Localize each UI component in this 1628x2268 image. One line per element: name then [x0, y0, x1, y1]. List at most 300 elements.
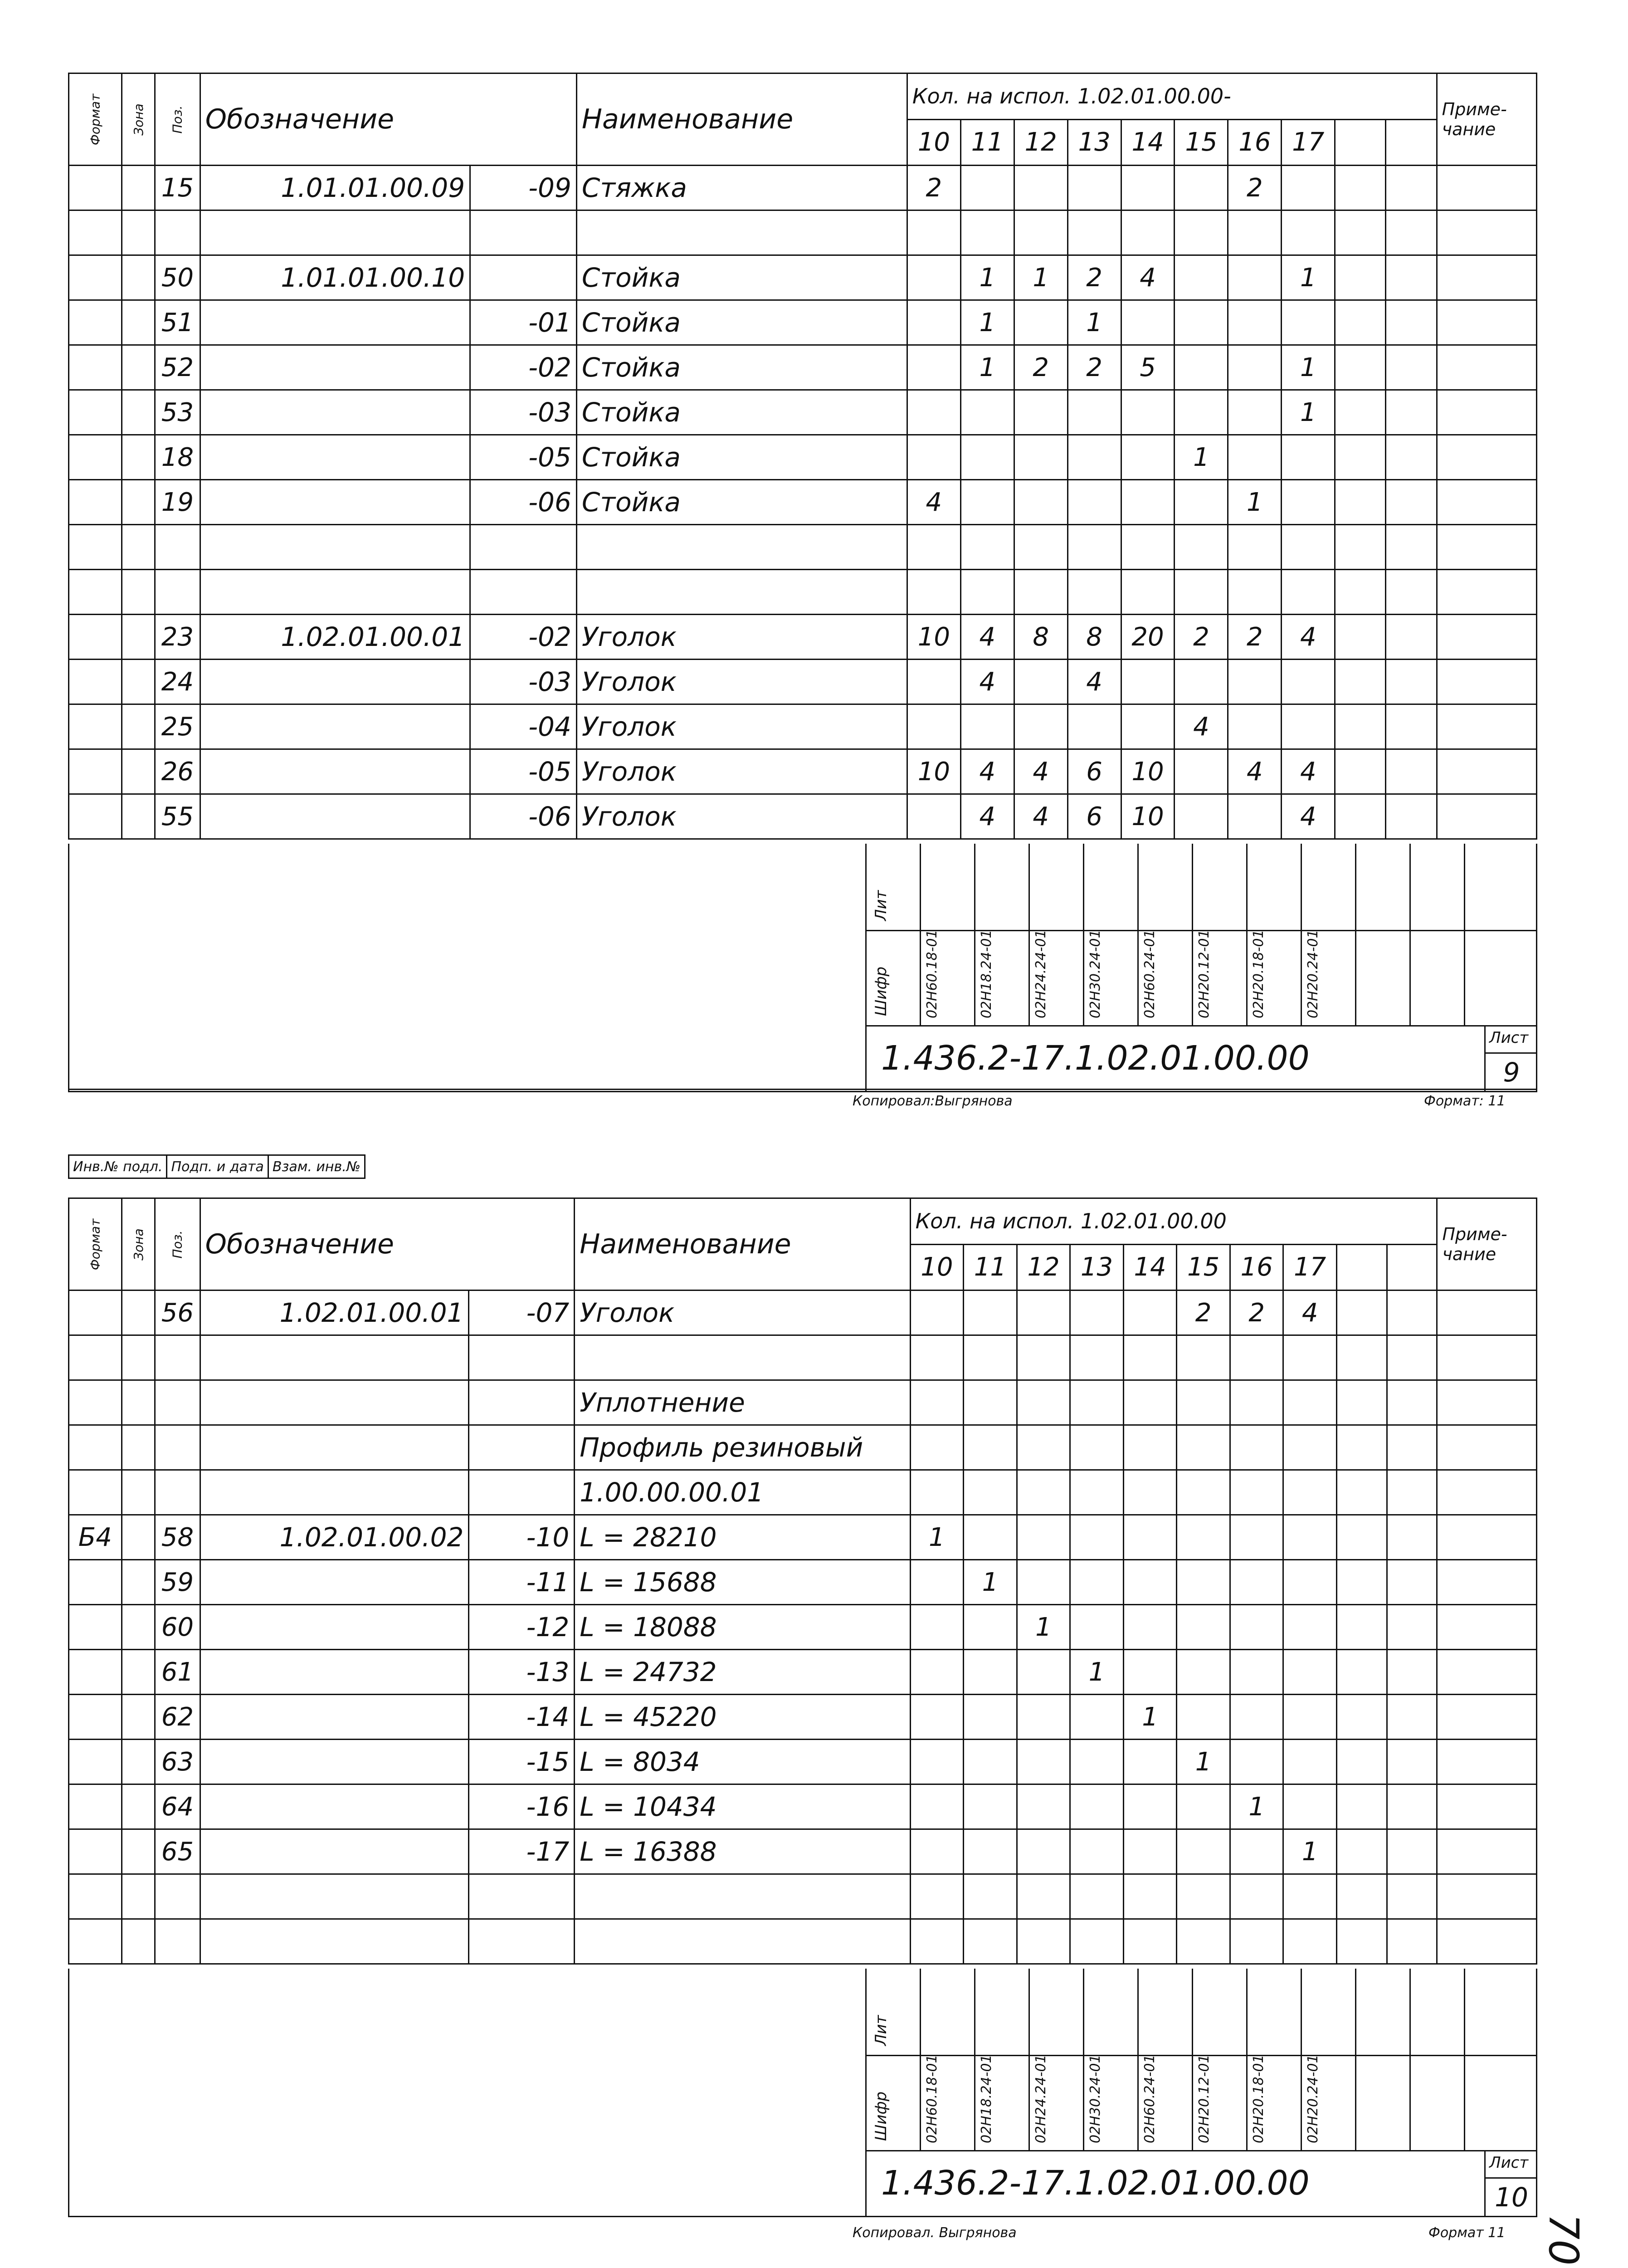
- designation-suffix-cell: [469, 1425, 575, 1470]
- spec-row: [69, 1560, 1537, 1605]
- name-cell: Уголок: [576, 794, 907, 839]
- sheet-label: Лист: [1489, 1029, 1529, 1047]
- note-cell: [1437, 435, 1536, 480]
- quantity-cell: [1121, 210, 1175, 255]
- quantity-cell: [1336, 1605, 1387, 1650]
- designation-cell: [200, 1874, 469, 1919]
- designation-suffix-cell: -13: [469, 1650, 575, 1695]
- note-cell: [1437, 1829, 1537, 1874]
- quantity-cell: [1175, 390, 1228, 435]
- quantity-cell: [1335, 255, 1386, 300]
- zone-cell: [122, 704, 155, 749]
- quantity-cell: [1123, 1425, 1177, 1470]
- quantity-cell: [1177, 1560, 1230, 1605]
- stamp-column-line: [1409, 844, 1411, 1025]
- quantity-cell: [1067, 390, 1121, 435]
- zone-cell: [122, 1335, 155, 1380]
- note-cell: [1437, 615, 1536, 660]
- quantity-cell: [1121, 570, 1175, 615]
- quantity-cell: [1017, 1695, 1070, 1740]
- format-cell: [69, 1605, 122, 1650]
- variant-header: 11: [964, 1244, 1017, 1290]
- quantity-cell: [1335, 749, 1386, 794]
- header-zone: Зона: [122, 1198, 155, 1290]
- quantity-cell: [1282, 435, 1335, 480]
- variant-header: 15: [1175, 119, 1228, 166]
- quantity-cell: [964, 1470, 1017, 1515]
- quantity-cell: [1175, 749, 1228, 794]
- position-cell: [155, 525, 200, 570]
- designation-cell: 1.02.01.00.01: [200, 615, 470, 660]
- variant-header: [1335, 119, 1386, 166]
- quantity-cell: [1014, 704, 1067, 749]
- quantity-cell: 1: [1230, 1784, 1283, 1829]
- position-cell: [155, 570, 200, 615]
- variant-header: [1336, 1244, 1387, 1290]
- quantity-cell: [1175, 300, 1228, 345]
- quantity-cell: [1387, 1560, 1437, 1605]
- format-cell: [69, 390, 122, 435]
- quantity-cell: [1123, 1874, 1177, 1919]
- format-cell: [69, 615, 122, 660]
- stamp-column-line: [1301, 1969, 1302, 2150]
- stamp-column-line: [1192, 1969, 1193, 2150]
- quantity-cell: 1: [960, 345, 1014, 390]
- quantity-cell: 1: [1014, 255, 1067, 300]
- stamp-column-line: [974, 1969, 975, 2150]
- zone-cell: [122, 345, 155, 390]
- cipher-code: 02Н20.18-01: [1251, 929, 1267, 1018]
- cipher-code: 02Н20.18-01: [1251, 2054, 1267, 2143]
- designation-suffix-cell: [469, 1874, 575, 1919]
- name-cell: [576, 210, 907, 255]
- designation-cell: [200, 749, 470, 794]
- quantity-cell: [1336, 1650, 1387, 1695]
- quantity-cell: [964, 1650, 1017, 1695]
- position-cell: 24: [155, 660, 200, 704]
- spec-row: [69, 480, 1537, 525]
- position-cell: 15: [155, 166, 200, 210]
- quantity-cell: [1177, 1335, 1230, 1380]
- note-cell: [1437, 166, 1536, 210]
- variant-header: [1386, 119, 1437, 166]
- quantity-cell: [1230, 1380, 1283, 1425]
- quantity-cell: [1387, 1829, 1437, 1874]
- stamp-column-line: [974, 844, 975, 1025]
- quantity-cell: 2: [907, 166, 960, 210]
- name-cell: Профиль резиновый: [575, 1425, 910, 1470]
- quantity-cell: [910, 1470, 964, 1515]
- lit-label: Лит: [872, 2015, 890, 2046]
- quantity-cell: [964, 1605, 1017, 1650]
- quantity-cell: [1177, 1784, 1230, 1829]
- quantity-cell: 4: [1067, 660, 1121, 704]
- name-cell: Стойка: [576, 255, 907, 300]
- quantity-cell: [907, 794, 960, 839]
- quantity-cell: [1067, 480, 1121, 525]
- zone-cell: [122, 1560, 155, 1605]
- quantity-cell: [1386, 345, 1437, 390]
- name-cell: [575, 1919, 910, 1964]
- stamp-column-line: [1246, 844, 1248, 1025]
- designation-cell: [200, 1380, 469, 1425]
- quantity-cell: [910, 1560, 964, 1605]
- quantity-cell: 10: [907, 749, 960, 794]
- quantity-cell: [1283, 1874, 1337, 1919]
- header-name: Наименование: [576, 73, 907, 166]
- note-cell: [1437, 255, 1536, 300]
- variant-header: 14: [1121, 119, 1175, 166]
- zone-cell: [122, 749, 155, 794]
- quantity-cell: [964, 1695, 1017, 1740]
- quantity-cell: 10: [1121, 749, 1175, 794]
- spec-row: [69, 1290, 1537, 1335]
- lit-label: Лит: [872, 890, 890, 921]
- designation-cell: [200, 570, 470, 615]
- variant-header: 13: [1067, 119, 1121, 166]
- position-cell: 63: [155, 1740, 200, 1784]
- quantity-cell: [1070, 1515, 1124, 1560]
- note-cell: [1437, 1380, 1537, 1425]
- designation-suffix-cell: -06: [470, 480, 577, 525]
- quantity-cell: [1121, 704, 1175, 749]
- cipher-code: 02Н60.18-01: [924, 929, 940, 1018]
- quantity-cell: [907, 704, 960, 749]
- quantity-cell: 1: [1282, 345, 1335, 390]
- note-cell: [1437, 1605, 1537, 1650]
- name-cell: L = 45220: [575, 1695, 910, 1740]
- name-cell: Уголок: [576, 749, 907, 794]
- quantity-cell: [1017, 1784, 1070, 1829]
- quantity-cell: [964, 1874, 1017, 1919]
- quantity-cell: [1123, 1335, 1177, 1380]
- quantity-cell: [910, 1650, 964, 1695]
- note-cell: [1437, 1650, 1537, 1695]
- quantity-cell: [1387, 1470, 1437, 1515]
- quantity-cell: [1177, 1605, 1230, 1650]
- quantity-cell: [960, 525, 1014, 570]
- format-cell: [69, 1874, 122, 1919]
- quantity-cell: 1: [964, 1560, 1017, 1605]
- quantity-cell: [1123, 1290, 1177, 1335]
- quantity-cell: [1336, 1335, 1387, 1380]
- position-cell: [155, 210, 200, 255]
- zone-cell: [122, 1290, 155, 1335]
- approval-strip: [68, 1154, 366, 1179]
- quantity-cell: 20: [1121, 615, 1175, 660]
- note-cell: [1437, 570, 1536, 615]
- quantity-cell: [1335, 480, 1386, 525]
- note-cell: [1437, 345, 1536, 390]
- quantity-cell: [1387, 1740, 1437, 1784]
- quantity-cell: [1070, 1560, 1124, 1605]
- quantity-cell: [1335, 345, 1386, 390]
- designation-suffix-cell: -11: [469, 1560, 575, 1605]
- designation-cell: [200, 1605, 469, 1650]
- quantity-cell: [907, 390, 960, 435]
- format-cell: [69, 1695, 122, 1740]
- quantity-cell: [1017, 1919, 1070, 1964]
- stamp-column-line: [1083, 1969, 1084, 2150]
- quantity-cell: [1067, 210, 1121, 255]
- format-caption-1: Формат: 11: [1424, 1093, 1506, 1109]
- quantity-cell: [1017, 1515, 1070, 1560]
- quantity-cell: [1230, 1740, 1283, 1784]
- position-cell: 51: [155, 300, 200, 345]
- quantity-cell: [1123, 1784, 1177, 1829]
- quantity-cell: [1336, 1470, 1387, 1515]
- header-format: Формат: [69, 1198, 122, 1290]
- quantity-cell: [1123, 1515, 1177, 1560]
- quantity-cell: [1336, 1695, 1387, 1740]
- quantity-cell: [907, 660, 960, 704]
- note-cell: [1437, 794, 1536, 839]
- quantity-cell: [964, 1515, 1017, 1560]
- name-cell: 1.00.00.00.01: [575, 1470, 910, 1515]
- spec-row: [69, 749, 1537, 794]
- stamp-column-line: [920, 1969, 921, 2150]
- name-cell: Стойка: [576, 480, 907, 525]
- designation-cell: [200, 210, 470, 255]
- quantity-cell: 1: [1282, 255, 1335, 300]
- quantity-cell: 4: [1228, 749, 1282, 794]
- quantity-cell: [1386, 300, 1437, 345]
- spec-row: [69, 794, 1537, 839]
- quantity-cell: [1335, 794, 1386, 839]
- position-cell: 59: [155, 1560, 200, 1605]
- position-cell: 25: [155, 704, 200, 749]
- quantity-cell: [1228, 660, 1282, 704]
- sheet-number-box: [1484, 1025, 1537, 1091]
- quantity-cell: [1017, 1290, 1070, 1335]
- quantity-cell: [1386, 255, 1437, 300]
- quantity-cell: [1175, 570, 1228, 615]
- quantity-cell: [1283, 1380, 1337, 1425]
- quantity-cell: [1335, 166, 1386, 210]
- quantity-cell: [1017, 1380, 1070, 1425]
- approval-inv-no: Инв.№ подл.: [69, 1155, 167, 1178]
- designation-suffix-cell: -03: [470, 390, 577, 435]
- designation-suffix-cell: -01: [470, 300, 577, 345]
- format-cell: [69, 435, 122, 480]
- spec-row: [69, 1380, 1537, 1425]
- sheet-1-bottom-line: [68, 1089, 1537, 1090]
- quantity-cell: [1177, 1829, 1230, 1874]
- quantity-cell: 1: [960, 300, 1014, 345]
- quantity-cell: [1230, 1560, 1283, 1605]
- format-cell: [69, 166, 122, 210]
- name-cell: L = 18088: [575, 1605, 910, 1650]
- quantity-cell: [1283, 1695, 1337, 1740]
- quantity-cell: [1386, 525, 1437, 570]
- quantity-cell: [1283, 1919, 1337, 1964]
- quantity-cell: [1335, 704, 1386, 749]
- note-cell: [1437, 1335, 1537, 1380]
- variant-header: 13: [1070, 1244, 1124, 1290]
- zone-cell: [122, 1470, 155, 1515]
- quantity-cell: [1336, 1740, 1387, 1784]
- designation-cell: [200, 1784, 469, 1829]
- quantity-cell: [1335, 525, 1386, 570]
- spec-row: [69, 210, 1537, 255]
- designation-cell: 1.01.01.00.10: [200, 255, 470, 300]
- quantity-cell: [1175, 794, 1228, 839]
- designation-cell: 1.02.01.00.02: [200, 1515, 469, 1560]
- quantity-cell: [910, 1335, 964, 1380]
- quantity-cell: [1283, 1784, 1337, 1829]
- stamp-column-line: [1083, 844, 1084, 1025]
- position-cell: 62: [155, 1695, 200, 1740]
- quantity-cell: [960, 435, 1014, 480]
- sheet-number: 10: [1495, 2182, 1528, 2213]
- quantity-cell: [1282, 525, 1335, 570]
- quantity-cell: [1175, 210, 1228, 255]
- quantity-cell: [1386, 660, 1437, 704]
- spec-row: [69, 435, 1537, 480]
- quantity-cell: [1070, 1605, 1124, 1650]
- quantity-cell: [1336, 1874, 1387, 1919]
- format-cell: Б4: [69, 1515, 122, 1560]
- title-block-1: [68, 844, 1537, 1092]
- quantity-cell: [1070, 1874, 1124, 1919]
- quantity-cell: [1387, 1784, 1437, 1829]
- stamp-column-line: [920, 844, 921, 1025]
- format-cell: [69, 480, 122, 525]
- quantity-cell: [964, 1380, 1017, 1425]
- spec-row: [69, 525, 1537, 570]
- cipher-code: 02Н20.24-01: [1305, 2054, 1321, 2143]
- quantity-cell: 4: [960, 794, 1014, 839]
- header-row-1: [69, 1198, 1537, 1245]
- cipher-code: 02Н60.24-01: [1142, 2054, 1158, 2143]
- position-cell: 52: [155, 345, 200, 390]
- quantity-cell: [1336, 1784, 1387, 1829]
- note-cell: [1437, 660, 1536, 704]
- quantity-cell: [1067, 525, 1121, 570]
- quantity-cell: [1070, 1740, 1124, 1784]
- quantity-cell: 4: [960, 660, 1014, 704]
- quantity-cell: [1336, 1380, 1387, 1425]
- designation-cell: [200, 1470, 469, 1515]
- quantity-cell: [1282, 300, 1335, 345]
- name-cell: [575, 1335, 910, 1380]
- stamp-column-line: [1137, 1969, 1139, 2150]
- quantity-cell: [1123, 1650, 1177, 1695]
- position-cell: 60: [155, 1605, 200, 1650]
- quantity-cell: [910, 1695, 964, 1740]
- quantity-cell: 4: [1175, 704, 1228, 749]
- quantity-cell: [1123, 1560, 1177, 1605]
- document-number: 1.436.2-17.1.02.01.00.00: [881, 2164, 1310, 2203]
- zone-cell: [122, 525, 155, 570]
- quantity-cell: [1230, 1335, 1283, 1380]
- quantity-cell: [1175, 345, 1228, 390]
- quantity-cell: 8: [1067, 615, 1121, 660]
- designation-suffix-cell: [470, 525, 577, 570]
- quantity-cell: 10: [907, 615, 960, 660]
- stamp-column-line: [1409, 1969, 1411, 2150]
- zone-cell: [122, 1829, 155, 1874]
- quantity-cell: [1121, 300, 1175, 345]
- variant-header: 11: [960, 119, 1014, 166]
- quantity-cell: [910, 1784, 964, 1829]
- variant-header: 14: [1123, 1244, 1177, 1290]
- spec-row: [69, 166, 1537, 210]
- quantity-cell: [1228, 525, 1282, 570]
- approval-sign-date: Подп. и дата: [167, 1155, 268, 1178]
- format-cell: [69, 704, 122, 749]
- spec-row: [69, 704, 1537, 749]
- quantity-cell: [910, 1740, 964, 1784]
- quantity-cell: [1230, 1470, 1283, 1515]
- name-cell: Стойка: [576, 300, 907, 345]
- quantity-cell: [1282, 660, 1335, 704]
- designation-suffix-cell: -03: [470, 660, 577, 704]
- zone-cell: [122, 660, 155, 704]
- quantity-cell: [1386, 615, 1437, 660]
- designation-cell: [200, 1650, 469, 1695]
- spec-row: [69, 1335, 1537, 1380]
- spec-row: [69, 1605, 1537, 1650]
- quantity-cell: [964, 1740, 1017, 1784]
- quantity-cell: 4: [1283, 1290, 1337, 1335]
- spec-row: [69, 1470, 1537, 1515]
- quantity-cell: [1067, 570, 1121, 615]
- header-designation: Обозначение: [200, 73, 576, 166]
- quantity-cell: [1121, 525, 1175, 570]
- variant-header: 17: [1283, 1244, 1337, 1290]
- spec-table-1: [68, 73, 1537, 840]
- designation-cell: [200, 525, 470, 570]
- note-cell: [1437, 1784, 1537, 1829]
- quantity-cell: [1014, 210, 1067, 255]
- quantity-cell: [1123, 1919, 1177, 1964]
- format-cell: [69, 570, 122, 615]
- quantity-cell: [1282, 210, 1335, 255]
- quantity-cell: [910, 1919, 964, 1964]
- position-cell: 55: [155, 794, 200, 839]
- stamp-column-line: [1028, 844, 1030, 1025]
- designation-cell: [200, 1335, 469, 1380]
- note-cell: [1437, 749, 1536, 794]
- variant-header: 16: [1228, 119, 1282, 166]
- designation-suffix-cell: -14: [469, 1695, 575, 1740]
- position-cell: 18: [155, 435, 200, 480]
- zone-cell: [122, 1515, 155, 1560]
- designation-suffix-cell: -16: [469, 1784, 575, 1829]
- spec-row: [69, 1874, 1537, 1919]
- zone-cell: [122, 480, 155, 525]
- zone-cell: [122, 570, 155, 615]
- stamp-column-line: [1246, 1969, 1248, 2150]
- note-cell: [1437, 300, 1536, 345]
- quantity-cell: 2: [1014, 345, 1067, 390]
- position-cell: 53: [155, 390, 200, 435]
- quantity-cell: [1177, 1470, 1230, 1515]
- name-cell: L = 28210: [575, 1515, 910, 1560]
- quantity-cell: [1121, 435, 1175, 480]
- format-cell: [69, 210, 122, 255]
- position-cell: 19: [155, 480, 200, 525]
- name-cell: Стойка: [576, 345, 907, 390]
- spec-sheet-1: [68, 73, 1537, 1089]
- cipher-code: 02Н18.24-01: [979, 929, 994, 1018]
- quantity-cell: [960, 390, 1014, 435]
- quantity-cell: [910, 1874, 964, 1919]
- quantity-cell: [1387, 1650, 1437, 1695]
- quantity-cell: [1386, 210, 1437, 255]
- quantity-cell: [1386, 166, 1437, 210]
